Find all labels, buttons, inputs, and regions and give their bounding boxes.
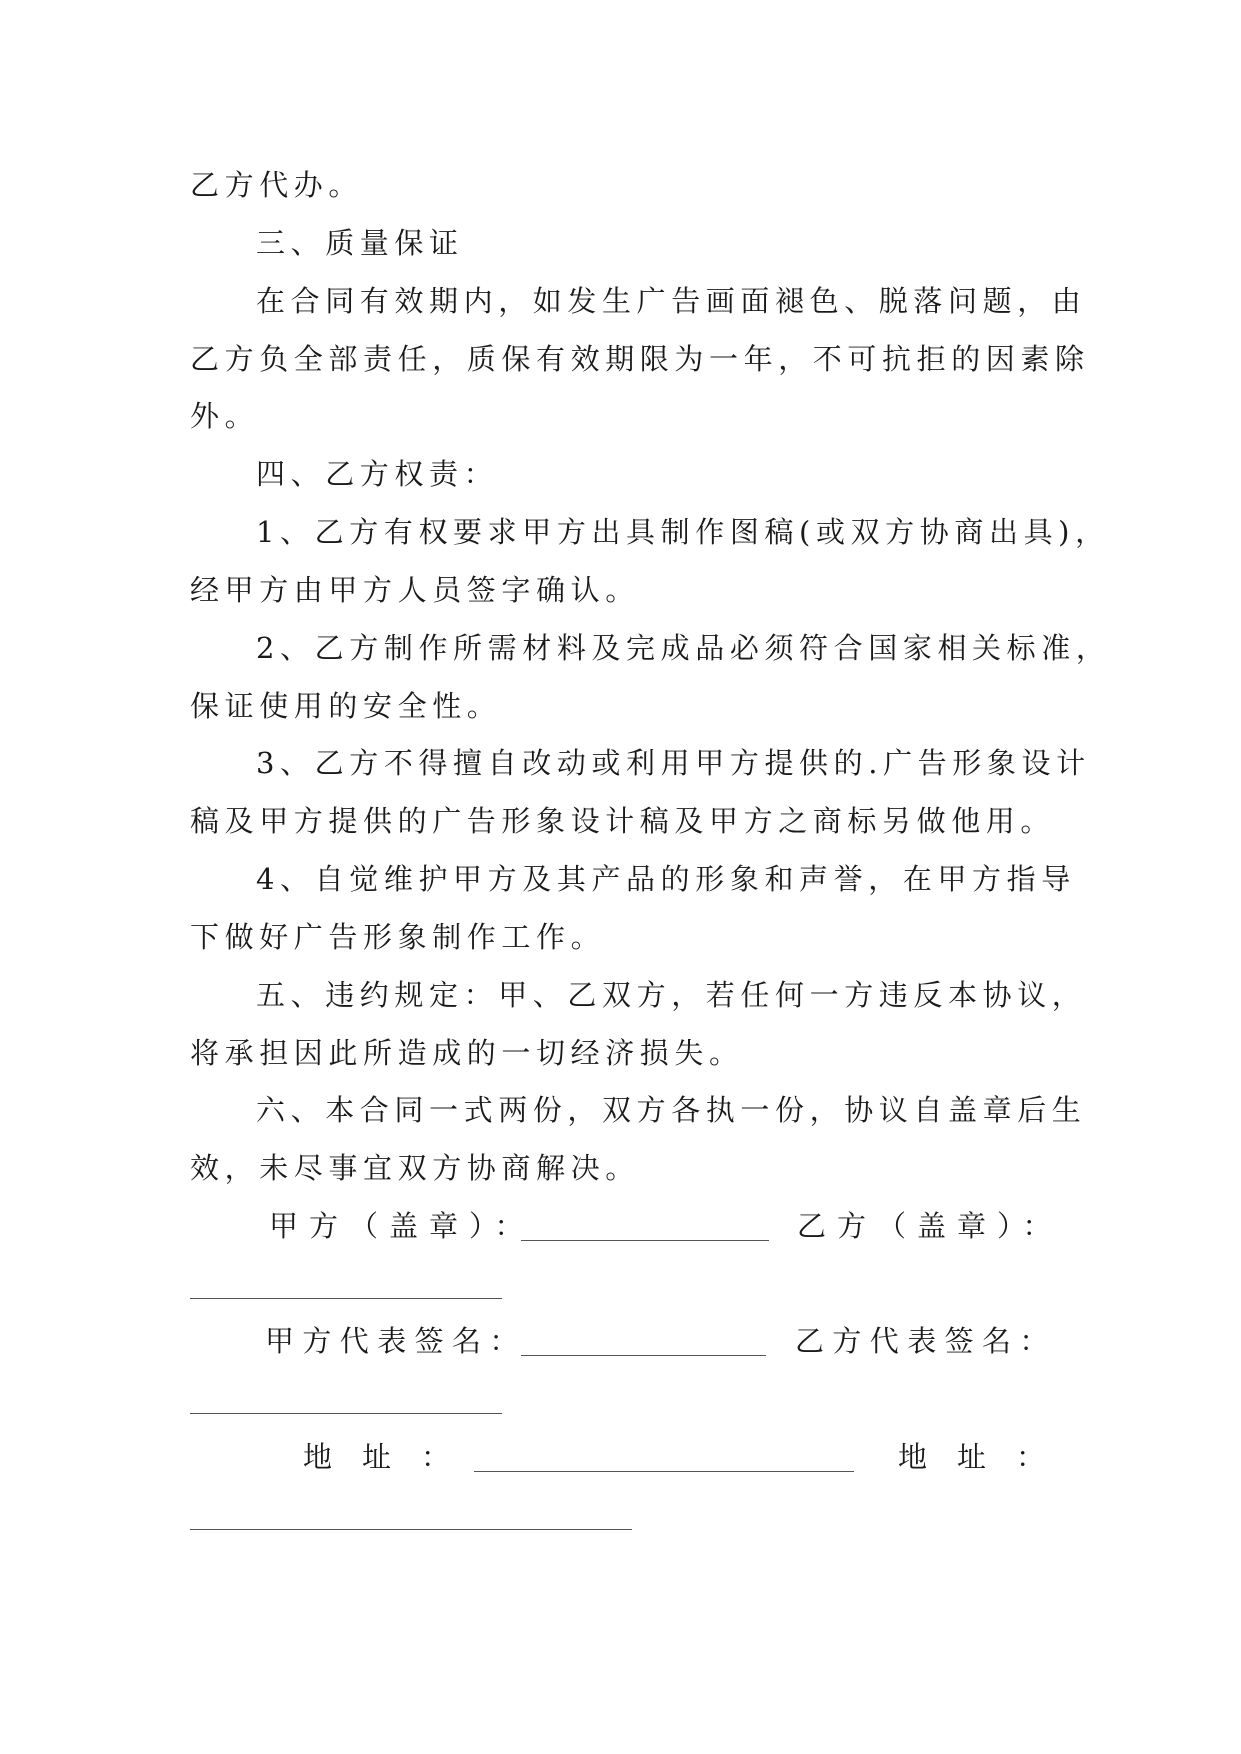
paragraph-line: 经甲方由甲方人员签字确认。 — [190, 573, 640, 607]
paragraph-line: 2、乙方制作所需材料及完成品必须符合国家相关标准， — [256, 631, 1111, 665]
paragraph-line: 下做好广告形象制作工作。 — [190, 920, 606, 954]
paragraph-line: 在合同有效期内，如发生广告画面褪色、脱落问题，由 — [256, 284, 1087, 318]
address-a-blank[interactable] — [474, 1471, 854, 1472]
section-heading-quality: 三、质量保证 — [256, 226, 464, 260]
paragraph-line: 外。 — [190, 399, 260, 433]
address-b-label: 地址： — [898, 1440, 1076, 1474]
section-heading-breach: 五、违约规定：甲、乙双方，若任何一方违反本协议， — [256, 978, 1087, 1012]
paragraph-line: 3、乙方不得擅自改动或利用甲方提供的.广告形象设计 — [256, 746, 1091, 780]
paragraph-line: 乙方代办。 — [190, 168, 364, 202]
address-a-label: 地址： — [303, 1440, 481, 1474]
section-heading-rights: 四、乙方权责： — [256, 457, 499, 491]
paragraph-line: 4、自觉维护甲方及其产品的形象和声誉，在甲方指导 — [256, 862, 1076, 896]
paragraph-line: 稿及甲方提供的广告形象设计稿及甲方之商标另做他用。 — [190, 804, 1056, 838]
party-b-rep-label: 乙方代表签名： — [795, 1324, 1057, 1358]
party-b-rep-blank[interactable] — [190, 1413, 502, 1414]
party-a-rep-blank[interactable] — [521, 1355, 766, 1356]
paragraph-line: 效，未尽事宜双方协商解决。 — [190, 1151, 640, 1185]
address-b-blank[interactable] — [190, 1529, 632, 1530]
paragraph-line: 1、乙方有权要求甲方出具制作图稿(或双方协商出具)， — [256, 515, 1110, 549]
paragraph-line: 乙方负全部责任，质保有效期限为一年，不可抗拒的因素除 — [190, 342, 1090, 376]
party-a-seal-label: 甲方（盖章）： — [269, 1209, 535, 1243]
section-heading-copies: 六、本合同一式两份，双方各执一份，协议自盖章后生 — [256, 1093, 1087, 1127]
party-b-seal-blank[interactable] — [190, 1298, 502, 1299]
party-b-seal-label: 乙方（盖章）： — [797, 1209, 1063, 1243]
paragraph-line: 保证使用的安全性。 — [190, 689, 502, 723]
party-a-seal-blank[interactable] — [521, 1240, 769, 1241]
party-a-rep-label: 甲方代表签名： — [265, 1324, 527, 1358]
paragraph-line: 将承担因此所造成的一切经济损失。 — [190, 1036, 744, 1070]
